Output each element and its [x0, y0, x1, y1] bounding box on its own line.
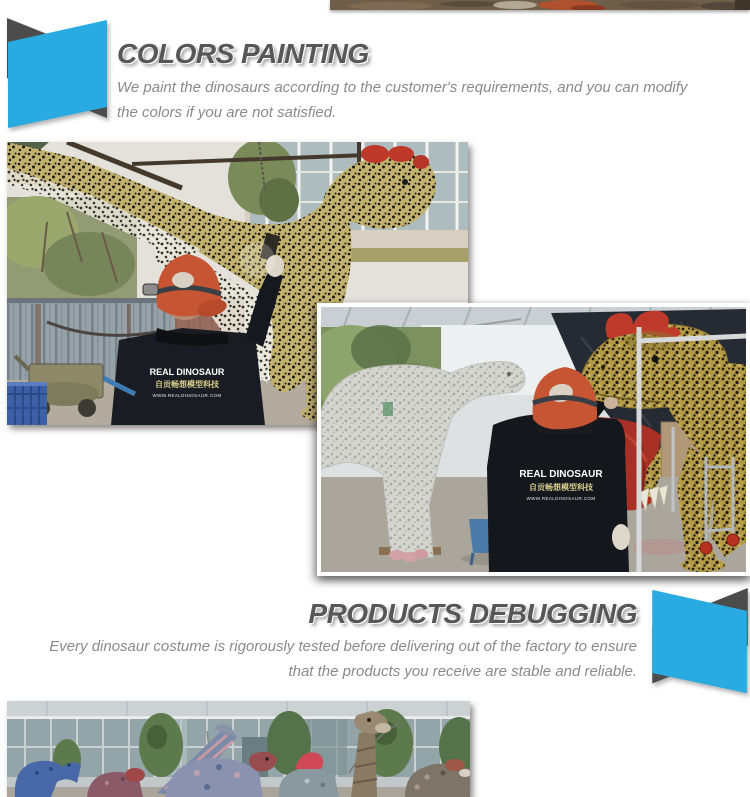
- paragraph-line: the colors if you are not satisfied.: [117, 104, 337, 121]
- svg-text:WWW.REALDINOSAUR.COM: WWW.REALDINOSAUR.COM: [526, 496, 596, 501]
- svg-text:WWW.REALDINOSAUR.COM: WWW.REALDINOSAUR.COM: [152, 393, 222, 398]
- flag-banner-icon-left: [7, 18, 107, 130]
- svg-text:自贡畅想模型科技: 自贡畅想模型科技: [529, 483, 593, 492]
- photo1-blue-crate: [7, 382, 47, 425]
- photo2-jacket-logo: [519, 469, 603, 501]
- section-text-colors-painting: [117, 75, 687, 125]
- paragraph-line: We paint the dinosaurs according to the customer's requirements, and you can modify: [117, 79, 688, 96]
- paragraph-line: that the products you receive are stable and reliable.: [288, 663, 637, 680]
- previous-photo-edge: [330, 0, 750, 10]
- painting-photo-inset: [317, 303, 750, 576]
- photo1-tree: [259, 178, 299, 222]
- svg-text:REAL DINOSAUR: REAL DINOSAUR: [519, 469, 603, 480]
- debugging-photo: [7, 701, 470, 797]
- flag-banner-icon-right: [652, 588, 748, 695]
- svg-text:REAL DINOSAUR: REAL DINOSAUR: [149, 367, 225, 377]
- photo2-glove: [612, 524, 630, 550]
- photo1-shirt-logo: [150, 367, 225, 398]
- svg-text:自贡畅想模型科技: 自贡畅想模型科技: [155, 380, 219, 389]
- section-title-colors-painting: COLORS PAINTING: [117, 38, 369, 69]
- section-text-products-debugging: [0, 634, 637, 684]
- section-title-products-debugging: PRODUCTS DEBUGGING: [308, 598, 637, 629]
- paragraph-line: Every dinosaur costume is rigorously tested before delivering out of the factory to ensure: [49, 638, 637, 655]
